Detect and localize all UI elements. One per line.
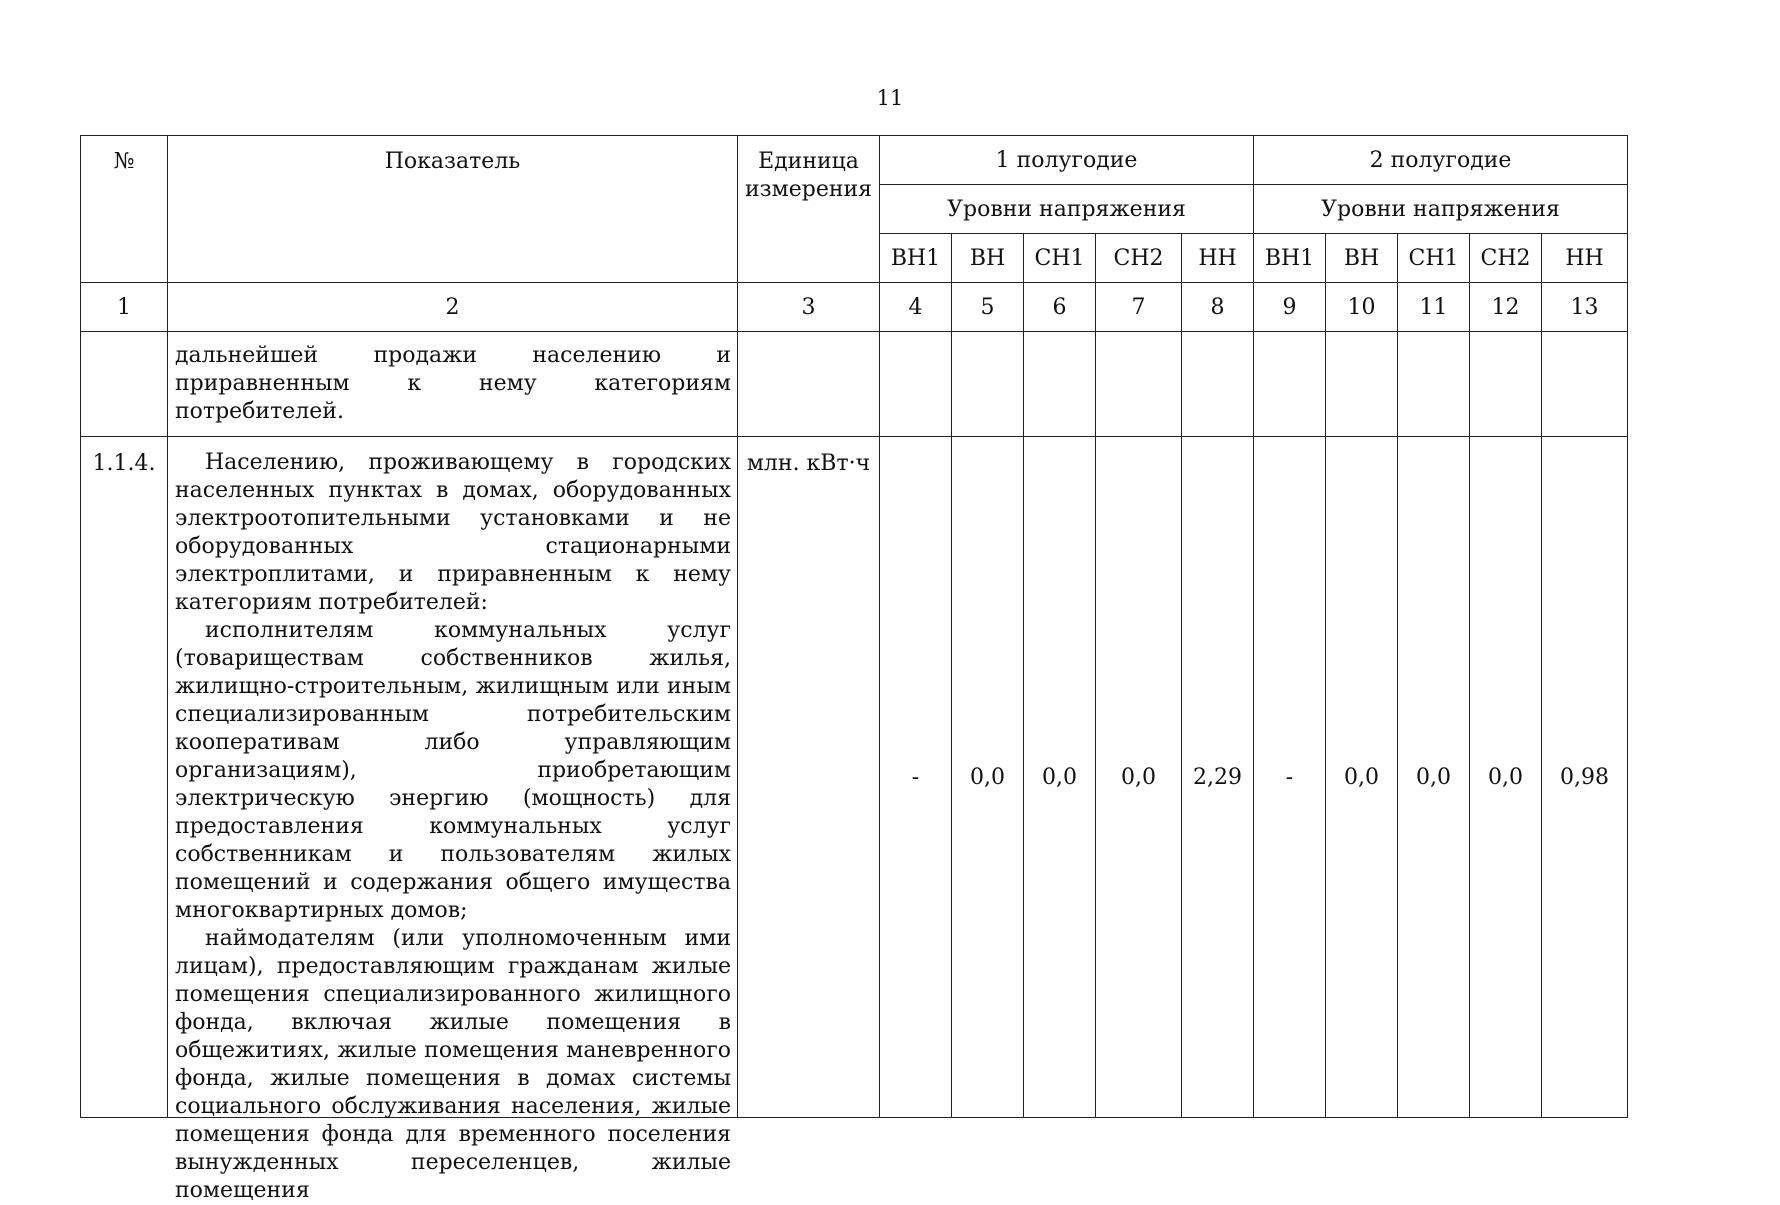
header-level: ВН1 [1254, 234, 1326, 283]
indicator-text [168, 437, 738, 1203]
tariff-table [80, 135, 1628, 1203]
value-cell: 2,29 [1182, 437, 1254, 1118]
table-row-continuation [81, 332, 1628, 437]
column-number: 5 [952, 283, 1024, 332]
value-cell: 0,0 [1024, 437, 1096, 1118]
column-number: 8 [1182, 283, 1254, 332]
empty-cell [1470, 332, 1542, 437]
value-cell: 0,0 [1096, 437, 1182, 1118]
header-level: СН2 [1470, 234, 1542, 283]
column-number-row [81, 283, 1628, 332]
empty-cell [1254, 332, 1326, 437]
column-number: 10 [1326, 283, 1398, 332]
header-voltage-levels-2: Уровни напряжения [1254, 185, 1628, 234]
continuation-text: дальнейшей продажи населению и приравненным к нему категориям потребителей. [168, 332, 738, 437]
empty-cell [738, 332, 880, 437]
indicator-paragraph: наймодателям (или уполномоченным ими лицам), предоставляющим гражданам жилые помещения специализированного жилищного фонда, включая жилые помещения в общежитиях, жилые помещения маневренного фонда, жилые помещения в домах системы социального обслуживания населения, жилые помещения фонда для временного поселения вынужденных переселенцев, жилые помещения [175, 926, 731, 1203]
empty-cell [880, 332, 952, 437]
header-level: ВН1 [880, 234, 952, 283]
header-level: НН [1182, 234, 1254, 283]
unit-cell: млн. кВт·ч [738, 437, 880, 1118]
empty-cell [1398, 332, 1470, 437]
column-number: 6 [1024, 283, 1096, 332]
page-number: 11 [876, 86, 904, 110]
empty-cell [1024, 332, 1096, 437]
value-cell: - [880, 437, 952, 1118]
header-unit: Единица измерения [738, 136, 880, 283]
column-number: 12 [1470, 283, 1542, 332]
indicator-paragraph: Населению, проживающему в городских населенных пунктах в домах, оборудованных электроотопительными установками и не оборудованных стационарными электроплитами, и приравненным к нему категориям потребителей: [175, 450, 731, 615]
column-number: 11 [1398, 283, 1470, 332]
table-row-1-1-4 [81, 437, 1628, 1118]
column-number: 7 [1096, 283, 1182, 332]
header-half-2: 2 полугодие [1254, 136, 1628, 185]
empty-cell [1182, 332, 1254, 437]
header-level: ВН [1326, 234, 1398, 283]
value-cell: 0,98 [1542, 437, 1628, 1118]
header-level: ВН [952, 234, 1024, 283]
header-half-1: 1 полугодие [880, 136, 1254, 185]
column-number: 3 [738, 283, 880, 332]
header-indicator: Показатель [168, 136, 738, 283]
value-cell: 0,0 [1326, 437, 1398, 1118]
header-level: НН [1542, 234, 1628, 283]
row-number: 1.1.4. [81, 437, 168, 1118]
empty-cell [952, 332, 1024, 437]
header-voltage-levels-1: Уровни напряжения [880, 185, 1254, 234]
header-no: № [81, 136, 168, 283]
indicator-paragraph: исполнителям коммунальных услуг (товариществам собственников жилья, жилищно-строительным, жилищным или иным специализированным потребительским кооперативам либо управляющим организациям), приобретающим электрическую энергию (мощность) для предоставления коммунальных услуг собственникам и пользователям жилых помещений и содержания общего имущества многоквартирных домов; [175, 618, 731, 923]
header-level: СН1 [1024, 234, 1096, 283]
header-level: СН1 [1398, 234, 1470, 283]
column-number: 4 [880, 283, 952, 332]
header-level: СН2 [1096, 234, 1182, 283]
empty-cell [1542, 332, 1628, 437]
empty-cell [81, 332, 168, 437]
column-number: 13 [1542, 283, 1628, 332]
value-cell: - [1254, 437, 1326, 1118]
empty-cell [1326, 332, 1398, 437]
value-cell: 0,0 [1470, 437, 1542, 1118]
column-number: 9 [1254, 283, 1326, 332]
empty-cell [1096, 332, 1182, 437]
column-number: 2 [168, 283, 738, 332]
value-cell: 0,0 [952, 437, 1024, 1118]
value-cell: 0,0 [1398, 437, 1470, 1118]
column-number: 1 [81, 283, 168, 332]
